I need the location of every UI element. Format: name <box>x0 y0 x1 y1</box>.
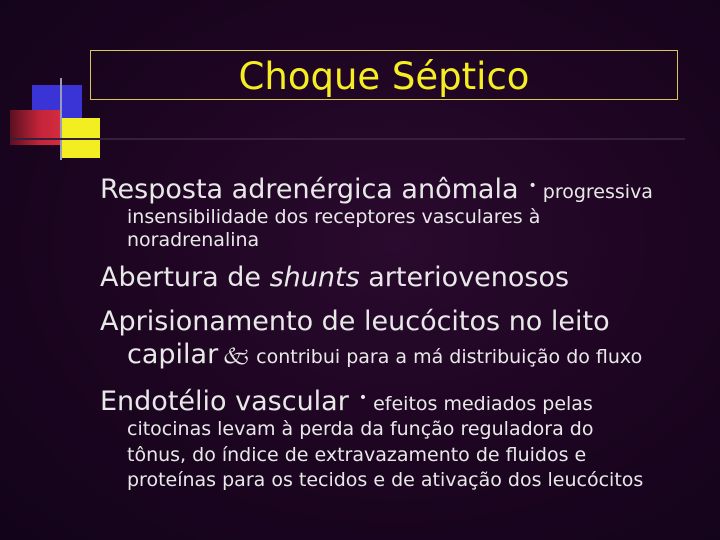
bullet-1-continuation-1: insensibilidade dos receptores vasculares à <box>127 206 541 228</box>
bullet-4-tail: efeitos mediados pelas <box>373 393 593 415</box>
bullet-2-emphasis: shunts <box>269 262 360 293</box>
bullet-1-tail: progressiva <box>542 181 653 203</box>
bullet-4-continuation-2: tônus, do índice de extravazamento de fluidos e <box>127 444 587 466</box>
bullet-1-separator: • <box>528 178 537 194</box>
bullet-4-separator: • <box>358 390 368 406</box>
bullet-3-line-2 <box>127 340 642 372</box>
bullet-1-continuation-2: noradrenalina <box>127 229 260 251</box>
bullet-4-continuation-1: citocinas levam à perda da função reguladora do <box>127 418 594 440</box>
bullet-2-lead-b: arteriovenosos <box>359 262 570 293</box>
slide-title: Choque Séptico <box>238 55 530 98</box>
bullet-1-lead: Resposta adrenérgica anômala <box>100 174 519 205</box>
decor-vertical-line <box>60 78 62 160</box>
arrow-glyph-icon: 🙵 <box>222 344 251 369</box>
bullet-2-lead-a: Abertura de <box>100 262 270 293</box>
bullet-3-tail: contribui para a má distribuição do fluxo <box>256 346 643 368</box>
decor-horizontal-rule <box>10 138 685 140</box>
bullet-2-line <box>100 263 569 293</box>
bullet-3-line-1: Aprisionamento de leucócitos no leito <box>100 306 610 337</box>
bullet-4-line <box>100 383 593 417</box>
bullet-4-lead: Endotélio vascular <box>100 386 349 417</box>
bullet-1-line <box>100 171 653 205</box>
bullet-4-continuation-3: proteínas para os tecidos e de ativação dos leucócitos <box>127 469 644 491</box>
bullet-3-lead2: capilar <box>127 339 219 370</box>
title-frame <box>90 50 678 100</box>
